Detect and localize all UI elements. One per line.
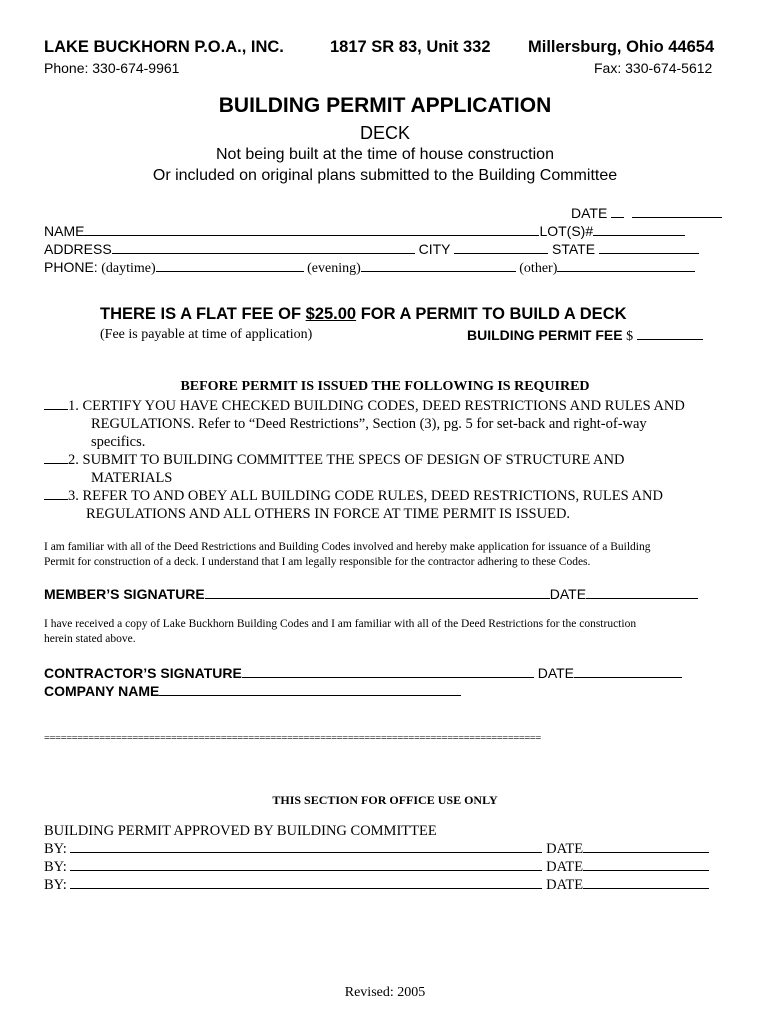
condition-1: Not being built at the time of house construction	[216, 146, 554, 163]
date-label: DATE	[571, 205, 608, 221]
other-phone-field[interactable]	[557, 270, 695, 272]
requirement-1-line3: specifics.	[91, 434, 146, 450]
by-field-1[interactable]	[70, 851, 542, 853]
by-label-2: BY:	[44, 859, 67, 875]
approval-date-label-1: DATE	[546, 841, 584, 857]
contractor-signature-label: CONTRACTOR’S SIGNATURE	[44, 665, 242, 681]
fee-amount: $25.00	[305, 305, 357, 323]
by-label-1: BY:	[44, 841, 67, 857]
state-field[interactable]	[599, 252, 699, 254]
fee-heading-post: FOR A PERMIT TO BUILD A DECK	[356, 305, 627, 323]
approval-row-2	[44, 859, 709, 876]
evening-label: (evening)	[307, 261, 361, 276]
address-field[interactable]	[112, 252, 415, 254]
by-label-3: BY:	[44, 877, 67, 893]
requirements-heading: BEFORE PERMIT IS ISSUED THE FOLLOWING IS REQUIRED	[180, 379, 590, 394]
member-date-field[interactable]	[586, 597, 698, 599]
company-name-row	[44, 683, 461, 699]
contractor-statement-line2: herein stated above.	[44, 633, 136, 645]
fee-heading-pre: THERE IS A FLAT FEE OF	[100, 305, 306, 323]
contractor-signature-row	[44, 665, 682, 681]
approval-row-1	[44, 841, 709, 858]
date-field-a[interactable]	[611, 216, 624, 218]
by-field-3[interactable]	[70, 887, 542, 889]
org-city: Millersburg, Ohio 44654	[528, 38, 715, 56]
fee-note: (Fee is payable at time of application)	[100, 327, 313, 342]
approval-date-field-2[interactable]	[583, 869, 709, 871]
page-title: BUILDING PERMIT APPLICATION	[218, 94, 552, 117]
member-signature-field[interactable]	[205, 597, 550, 599]
org-address: 1817 SR 83, Unit 332	[330, 38, 491, 56]
requirement-2	[44, 452, 624, 469]
city-field[interactable]	[454, 252, 548, 254]
contractor-date-label: DATE	[537, 665, 575, 681]
company-name-label: COMPANY NAME	[44, 683, 160, 699]
contractor-signature-field[interactable]	[242, 676, 534, 678]
lots-label: LOT(S)#	[539, 223, 594, 239]
state-label: STATE	[552, 241, 596, 257]
approval-date-label-2: DATE	[546, 859, 584, 875]
requirement-2-check[interactable]	[44, 462, 68, 464]
requirement-2-line2: MATERIALS	[91, 470, 173, 486]
section-separator: ==========================================================================================	[44, 733, 541, 744]
condition-2: Or included on original plans submitted to the Building Committee	[152, 167, 618, 184]
phone-label: PHONE:	[44, 259, 98, 275]
approval-date-label-3: DATE	[546, 877, 584, 893]
name-row	[44, 223, 685, 239]
city-label: CITY	[418, 241, 451, 257]
permit-fee-row	[467, 327, 703, 345]
evening-phone-field[interactable]	[361, 270, 516, 272]
org-phone: Phone: 330-674-9961	[44, 60, 180, 76]
page-subtitle: DECK	[359, 123, 410, 143]
permit-fee-label: BUILDING PERMIT FEE	[467, 327, 623, 343]
contractor-statement-line1: I have received a copy of Lake Buckhorn Building Codes and I am familiar with all of the Deed Restrictions for the construction	[44, 618, 637, 630]
name-label: NAME	[44, 223, 85, 239]
requirement-1-text: 1. CERTIFY YOU HAVE CHECKED BUILDING CODES, DEED RESTRICTIONS AND RULES AND	[68, 398, 685, 414]
requirement-1	[44, 398, 685, 415]
date-row	[571, 205, 722, 221]
company-name-field[interactable]	[159, 694, 461, 696]
requirement-1-line2: REGULATIONS. Refer to “Deed Restrictions”, Section (3), pg. 5 for set-back and right-of-way	[91, 416, 647, 432]
requirement-2-text: 2. SUBMIT TO BUILDING COMMITTEE THE SPECS OF DESIGN OF STRUCTURE AND	[68, 452, 625, 468]
office-use-heading: THIS SECTION FOR OFFICE USE ONLY	[272, 793, 498, 807]
member-signature-label: MEMBER’S SIGNATURE	[44, 586, 205, 602]
daytime-label: (daytime)	[101, 261, 156, 276]
requirement-3	[44, 488, 663, 505]
requirement-3-text: 3. REFER TO AND OBEY ALL BUILDING CODE RULES, DEED RESTRICTIONS, RULES AND	[68, 488, 663, 504]
contractor-date-field[interactable]	[574, 676, 682, 678]
approval-date-field-1[interactable]	[583, 851, 709, 853]
approved-by-committee: BUILDING PERMIT APPROVED BY BUILDING COMMITTEE	[44, 823, 437, 839]
fee-heading	[100, 305, 627, 324]
member-statement-line1: I am familiar with all of the Deed Restrictions and Building Codes involved and hereby make application for issuance of a Building	[44, 541, 651, 553]
other-label: (other)	[519, 261, 558, 276]
permit-fee-field[interactable]	[637, 338, 703, 340]
lots-field[interactable]	[593, 234, 685, 236]
member-date-label: DATE	[549, 586, 587, 602]
revised-note: Revised: 2005	[344, 985, 426, 1000]
by-field-2[interactable]	[70, 869, 542, 871]
member-signature-row	[44, 586, 698, 602]
requirement-3-check[interactable]	[44, 498, 68, 500]
approval-row-3	[44, 877, 709, 894]
date-field-b[interactable]	[632, 216, 722, 218]
currency-symbol: $	[626, 329, 634, 344]
phone-row	[44, 259, 695, 277]
address-row	[44, 241, 699, 257]
name-field[interactable]	[84, 234, 539, 236]
member-statement-line2: Permit for construction of a deck. I understand that I am legally responsible for the contractor adhering to these Codes.	[44, 556, 591, 568]
daytime-phone-field[interactable]	[156, 270, 304, 272]
requirement-1-check[interactable]	[44, 408, 68, 410]
address-label: ADDRESS	[44, 241, 112, 257]
requirement-3-line2: REGULATIONS AND ALL OTHERS IN FORCE AT TIME PERMIT IS ISSUED.	[86, 506, 571, 522]
approval-date-field-3[interactable]	[583, 887, 709, 889]
org-name: LAKE BUCKHORN P.O.A., INC.	[44, 38, 284, 56]
org-fax: Fax: 330-674-5612	[594, 60, 713, 76]
